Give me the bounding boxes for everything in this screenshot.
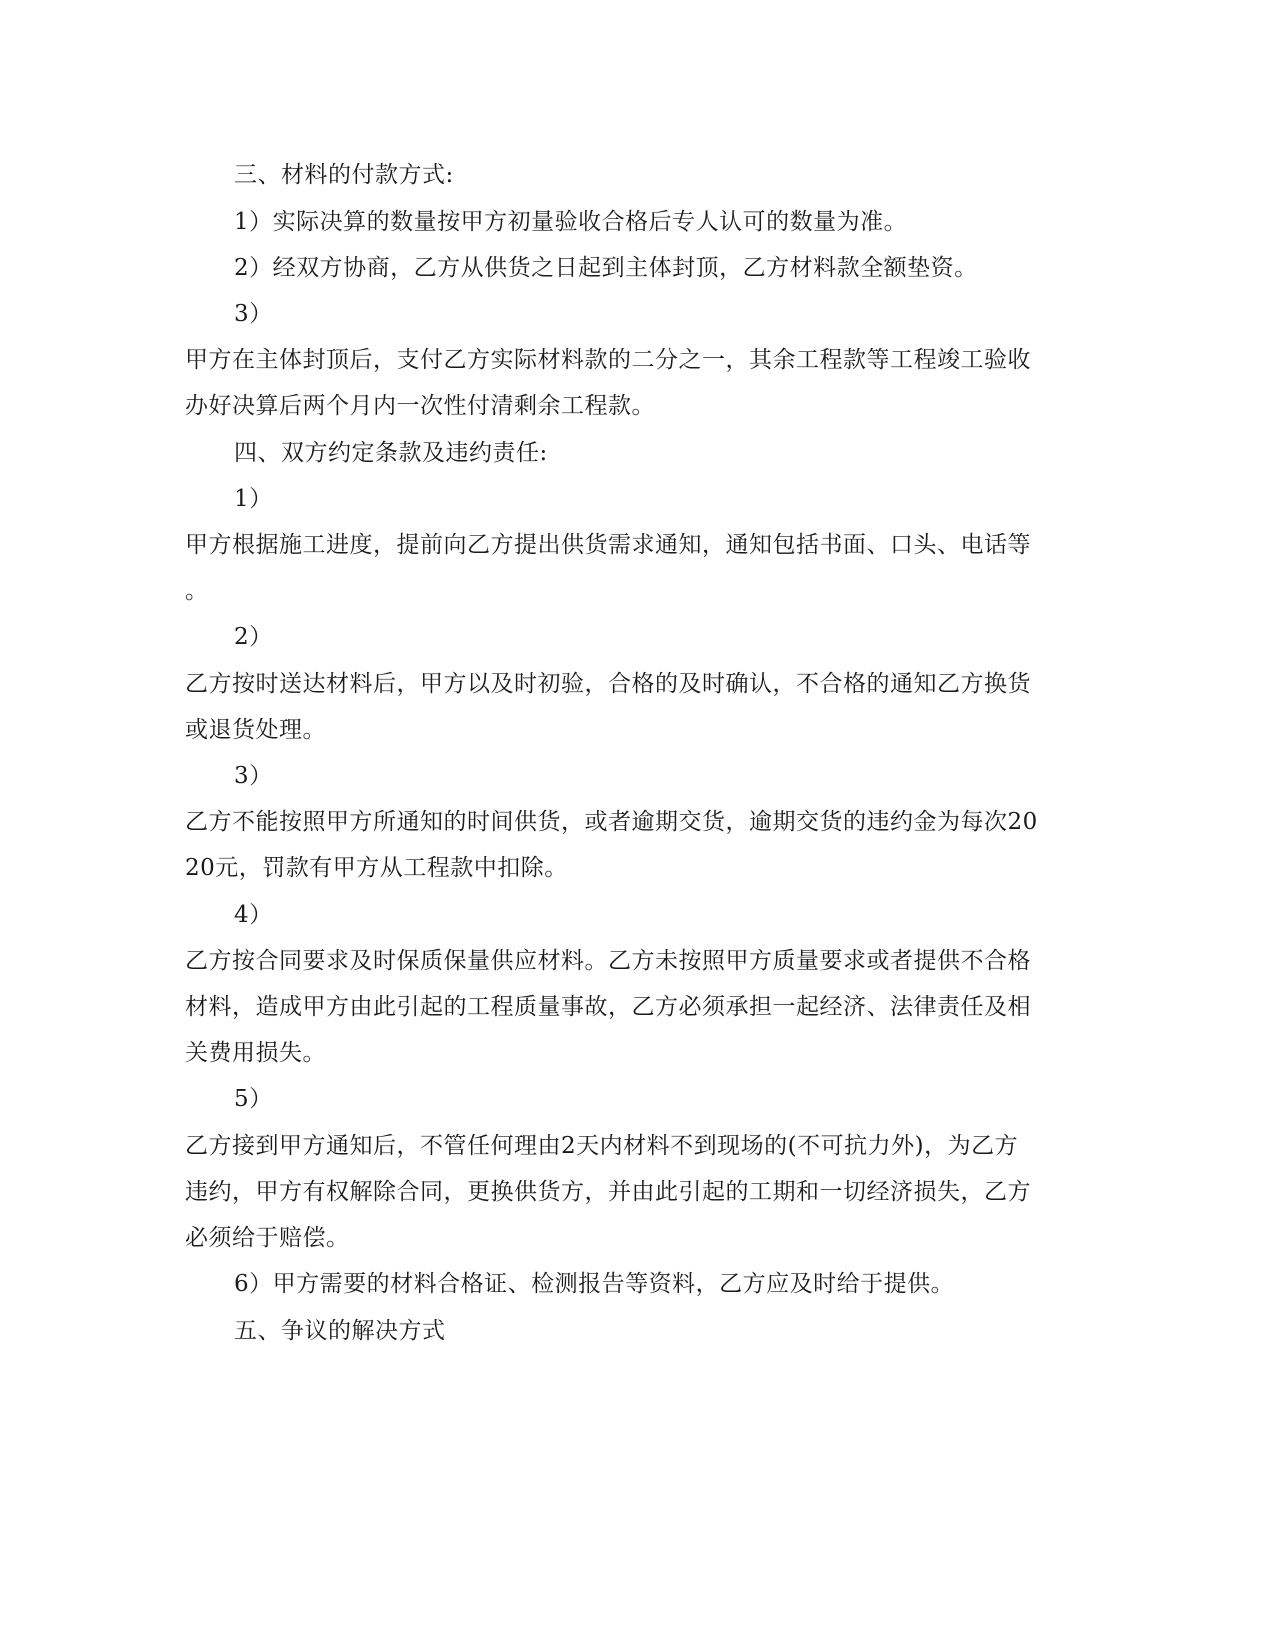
paragraph-line: 或退货处理。 — [185, 717, 326, 743]
item-number: 2） — [234, 624, 273, 650]
paragraph-line: 2）经双方协商，乙方从供货之日起到主体封顶，乙方材料款全额垫资。 — [234, 255, 978, 281]
paragraph-line: 乙方按合同要求及时保质保量供应材料。乙方未按照甲方质量要求或者提供不合格 — [185, 948, 1031, 974]
paragraph-line: 6）甲方需要的材料合格证、检测报告等资料，乙方应及时给于提供。 — [234, 1271, 955, 1297]
section-heading-disputes: 五、争议的解决方式 — [234, 1318, 446, 1344]
item-number: 5） — [234, 1086, 273, 1112]
paragraph-line: 。 — [185, 578, 209, 604]
paragraph-line: 1）实际决算的数量按甲方初量验收合格后专人认可的数量为准。 — [234, 209, 908, 235]
paragraph-line: 20元，罚款有甲方从工程款中扣除。 — [185, 855, 568, 881]
paragraph-line: 甲方根据施工进度，提前向乙方提出供货需求通知，通知包括书面、口头、电话等 — [185, 532, 1031, 558]
paragraph-line: 办好决算后两个月内一次性付清剩余工程款。 — [185, 393, 655, 419]
section-heading-terms: 四、双方约定条款及违约责任: — [234, 440, 548, 466]
item-number: 4） — [234, 902, 273, 928]
paragraph-line: 材料，造成甲方由此引起的工程质量事故，乙方必须承担一起经济、法律责任及相 — [185, 994, 1031, 1020]
paragraph-line: 甲方在主体封顶后，支付乙方实际材料款的二分之一，其余工程款等工程竣工验收 — [185, 347, 1031, 373]
section-heading-payment: 三、材料的付款方式: — [234, 162, 454, 188]
paragraph-line: 关费用损失。 — [185, 1040, 326, 1066]
item-number: 1） — [234, 486, 273, 512]
paragraph-line: 必须给于赔偿。 — [185, 1225, 350, 1251]
item-number: 3） — [234, 301, 273, 327]
item-number: 3） — [234, 763, 273, 789]
paragraph-line: 乙方按时送达材料后，甲方以及时初验，合格的及时确认，不合格的通知乙方换货 — [185, 671, 1031, 697]
paragraph-line: 乙方不能按照甲方所通知的时间供货，或者逾期交货，逾期交货的违约金为每次20 — [185, 809, 1038, 835]
paragraph-line: 违约，甲方有权解除合同，更换供货方，并由此引起的工期和一切经济损失，乙方 — [185, 1179, 1031, 1205]
paragraph-line: 乙方接到甲方通知后，不管任何理由2天内材料不到现场的(不可抗力外)，为乙方 — [185, 1133, 1019, 1159]
